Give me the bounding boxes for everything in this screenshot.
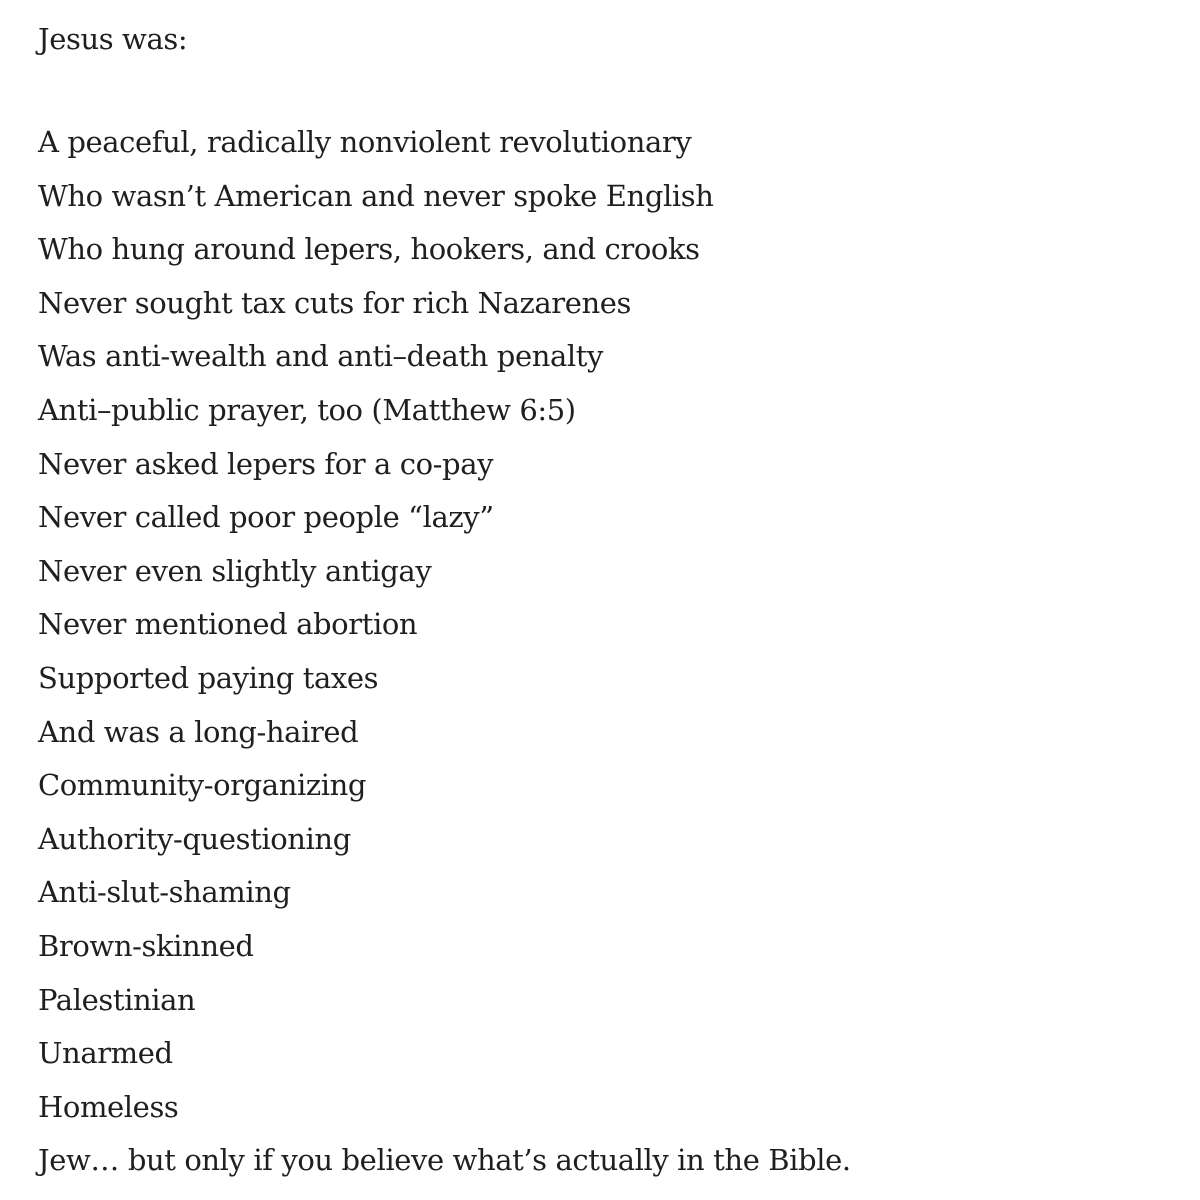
intro-line: Jesus was: bbox=[38, 22, 188, 56]
poem-line: Community-organizing bbox=[38, 768, 367, 803]
blank-line bbox=[38, 62, 1178, 116]
poem-line: A peaceful, radically nonviolent revolutionary bbox=[38, 125, 692, 159]
poem-line: Authority-questioning bbox=[38, 821, 351, 856]
poem-line: Jew… but only if you believe what’s actually in the Bible. bbox=[38, 1143, 851, 1178]
poem-line: And was a long-haired bbox=[38, 714, 359, 749]
poem-lines bbox=[38, 116, 1178, 1188]
poem-line: Never mentioned abortion bbox=[38, 607, 418, 642]
text-document bbox=[38, 16, 1178, 1188]
poem-line: Never even slightly antigay bbox=[38, 553, 432, 588]
poem-line: Anti-slut-shaming bbox=[38, 875, 291, 910]
poem-line: Who hung around lepers, hookers, and crooks bbox=[38, 232, 700, 267]
poem-line: Supported paying taxes bbox=[38, 660, 379, 695]
poem-line: Anti–public prayer, too (Matthew 6:5) bbox=[38, 392, 576, 427]
poem-line: Unarmed bbox=[38, 1036, 173, 1071]
poem-line: Palestinian bbox=[38, 982, 196, 1017]
poem-line: Never asked lepers for a co-pay bbox=[38, 446, 494, 481]
poem-line: Who wasn’t American and never spoke English bbox=[38, 178, 714, 213]
poem-line: Never called poor people “lazy” bbox=[38, 500, 494, 535]
poem-line: Never sought tax cuts for rich Nazarenes bbox=[38, 285, 632, 320]
poem-line: Homeless bbox=[38, 1089, 179, 1124]
poem-line: Was anti-wealth and anti–death penalty bbox=[38, 339, 603, 374]
poem-line: Brown-skinned bbox=[38, 928, 254, 963]
